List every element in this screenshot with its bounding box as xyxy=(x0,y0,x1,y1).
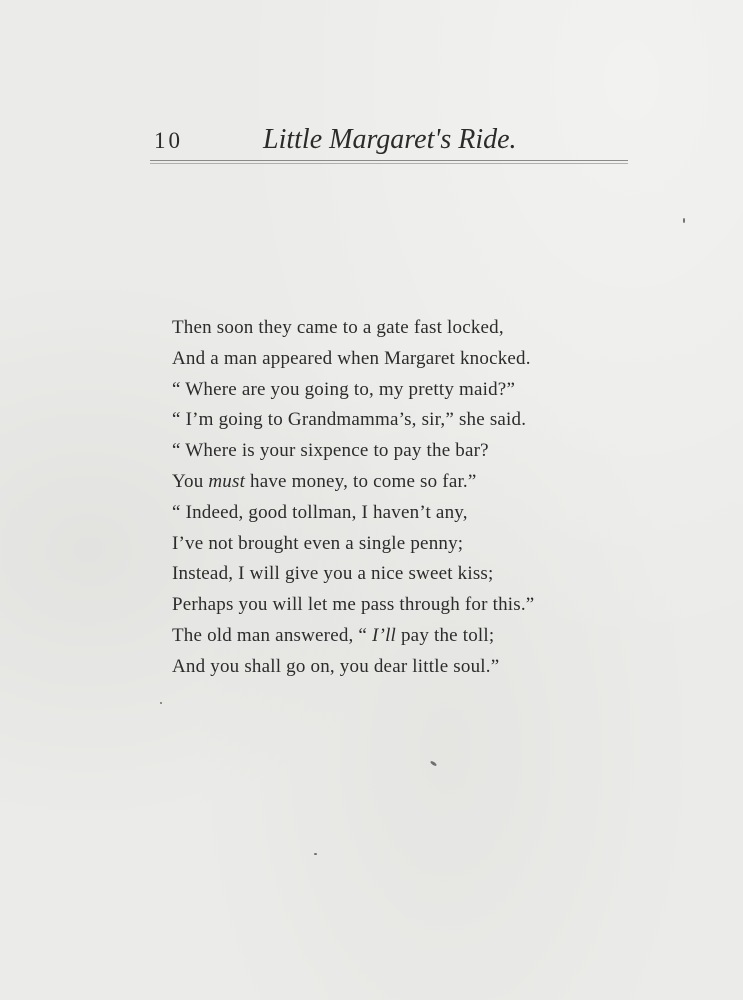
poem-line: “ Indeed, good tollman, I haven’t any, xyxy=(172,501,468,523)
poem-line: You must have money, to come so far.” xyxy=(172,470,477,492)
poem-line: Instead, I will give you a nice sweet kiss; xyxy=(172,563,494,585)
header-rule xyxy=(150,160,628,161)
page-number: 10 xyxy=(154,128,183,153)
poem-text xyxy=(172,313,592,683)
poem-line: And you shall go on, you dear little soul.” xyxy=(172,655,500,677)
poem-line: “ I’m going to Grandmamma’s, sir,” she said. xyxy=(172,409,527,431)
paper-speck xyxy=(314,853,317,855)
emphasis: must xyxy=(208,470,246,492)
poem-line: The old man answered, “ I’ll pay the toll; xyxy=(172,624,495,646)
emphasis: I’ll xyxy=(372,624,397,646)
poem-line: Perhaps you will let me pass through for this.” xyxy=(172,594,535,616)
poem-line: I’ve not brought even a single penny; xyxy=(172,532,464,554)
paper-speck xyxy=(683,218,685,223)
poem-line: Then soon they came to a gate fast locked, xyxy=(172,317,504,338)
paper-speck xyxy=(430,760,437,766)
poem-line: And a man appeared when Margaret knocked. xyxy=(172,347,531,369)
poem-line: “ Where is your sixpence to pay the bar? xyxy=(172,440,489,462)
running-head xyxy=(150,124,630,160)
poem-line: “ Where are you going to, my pretty maid?” xyxy=(172,378,516,400)
paper-speck xyxy=(160,702,162,704)
running-title: Little Margaret's Ride. xyxy=(263,124,517,155)
header-rule-secondary xyxy=(150,163,628,164)
